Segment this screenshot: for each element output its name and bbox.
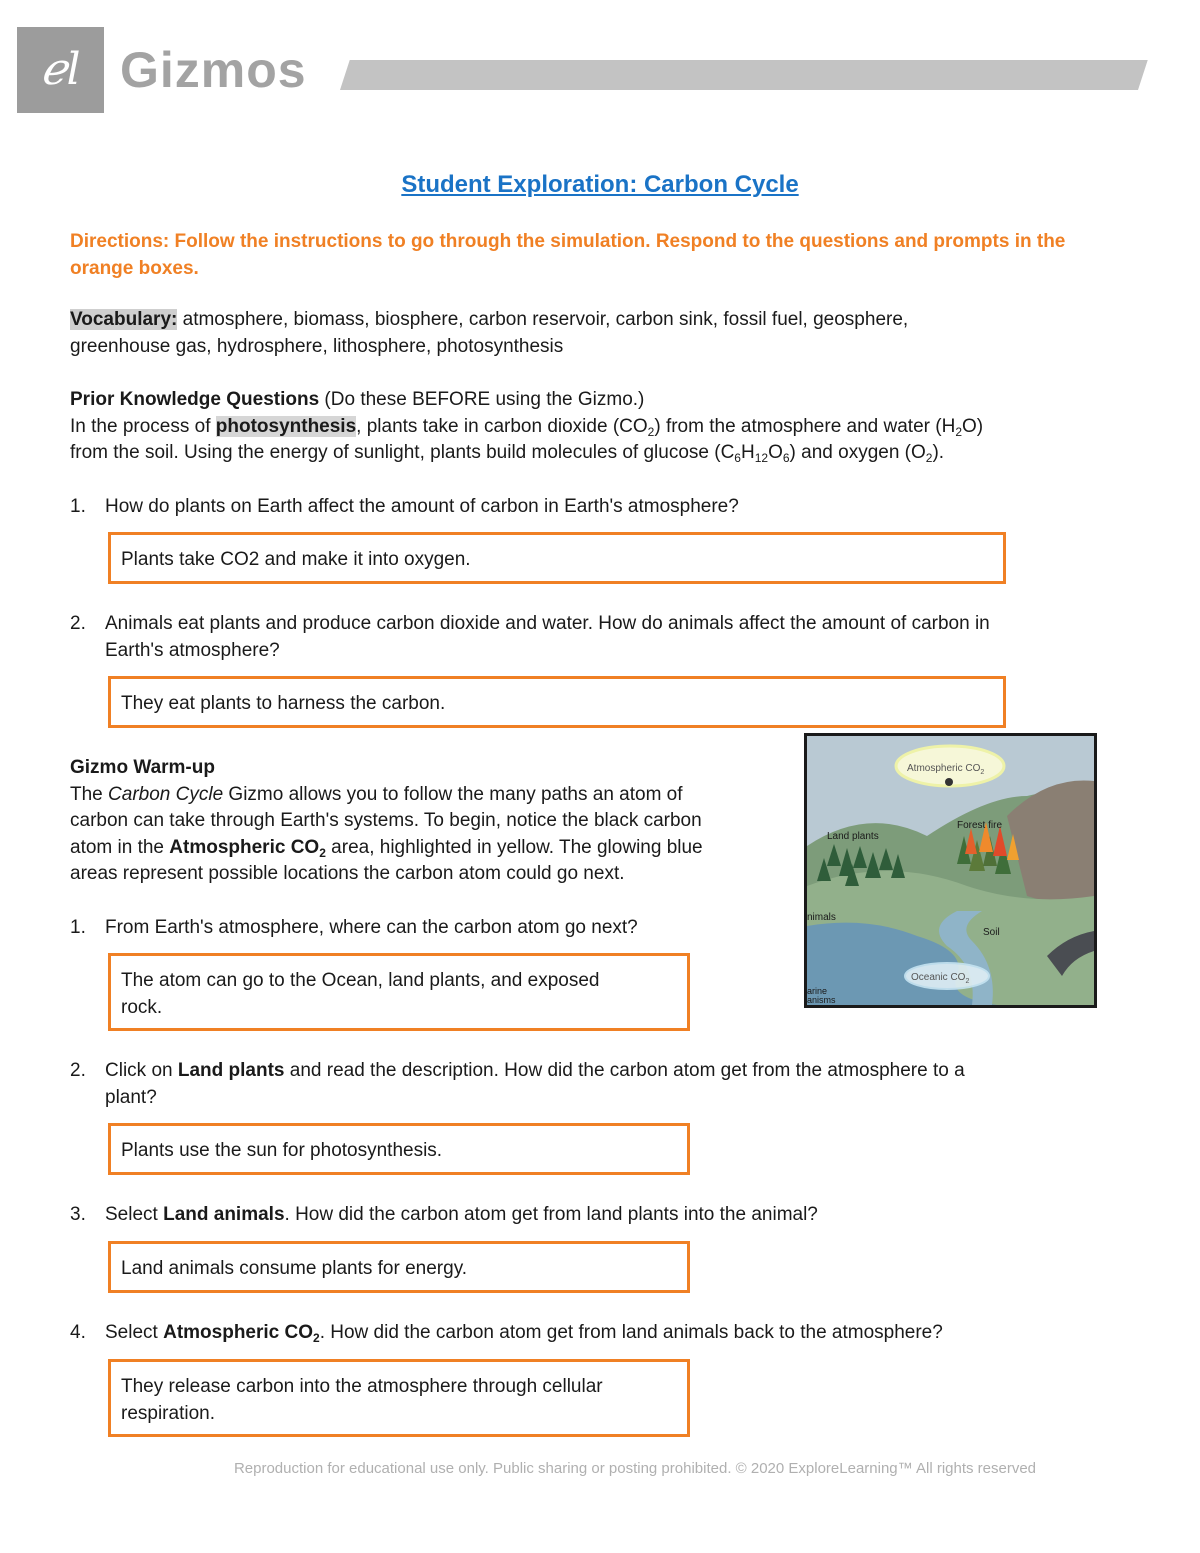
wu-question-4-number: 4. [70, 1322, 86, 1343]
scene-label-animals: nimals [807, 912, 836, 923]
wu-answer-4-line1: They release carbon into the atmosphere through cellular [121, 1376, 603, 1397]
wu-question-2-text: Click on Land plants and read the description. How did the carbon atom get from the atmosphere to a plant? [105, 1060, 965, 1108]
gizmos-logo-icon: ℯl [40, 44, 81, 95]
wu-question-2-number: 2. [70, 1060, 86, 1081]
header-banner-bar [340, 60, 1148, 90]
scene-label-land-plants: Land plants [827, 831, 879, 842]
wu-answer-1-line1: The atom can go to the Ocean, land plants, and exposed [121, 970, 600, 991]
scene-label-marine-1: arine [807, 986, 828, 996]
wu-question-4-text: Select Atmospheric $CO_2$. How did the carbon atom get from land animals back to the atmosphere? [105, 1322, 943, 1345]
pk-question-2-number: 2. [70, 613, 86, 634]
wu-answer-2: Plants use the sun for photosynthesis. [121, 1140, 443, 1161]
brand-name: Gizmos [120, 42, 307, 98]
vocabulary-terms-line1: atmosphere, biomass, biosphere, carbon reservoir, carbon sink, fossil fuel, geosphere, [177, 309, 909, 330]
vocabulary-label: Vocabulary: [70, 309, 178, 330]
wu-answer-3-box[interactable] [108, 1241, 690, 1293]
warmup-section [70, 755, 800, 888]
scene-label-oceanic: Oceanic $CO_2$ [911, 972, 970, 985]
prior-knowledge-intro-line2: from the soil. Using the energy of sunlight, plants build molecules of glucose $(C_6H_{12}O_6)$ and oxygen $(O_2)$. [70, 442, 945, 466]
pk-question-2-text: Animals eat plants and produce carbon dioxide and water. How do animals affect the amount of carbon in Earth's atmosphere? [105, 613, 990, 661]
carbon-cycle-gizmo-image [804, 733, 1097, 1008]
vocabulary [70, 307, 1130, 360]
warmup-intro-line3: atom in the Atmospheric $CO_2$ area, highlighted in yellow. The glowing blue [70, 836, 703, 860]
scene-label-soil: Soil [983, 927, 1000, 938]
wu-question-3-number: 3. [70, 1204, 86, 1225]
pk-question-1-text: How do plants on Earth affect the amount of carbon in Earth's atmosphere? [105, 496, 739, 517]
wu-answer-1-box[interactable] [108, 953, 690, 1031]
prior-knowledge-heading: Prior Knowledge Questions [70, 389, 320, 410]
wu-answer-4-box[interactable] [108, 1359, 690, 1437]
prior-knowledge-section [70, 387, 1130, 467]
prior-knowledge-intro-line1: In the process of photosynthesis, plants take in carbon dioxide $(CO_2)$ from the atmosphere and water $(H_2O)$ [70, 415, 984, 439]
wu-question-3-text: Select Land animals. How did the carbon atom get from land plants into the animal? [105, 1204, 818, 1225]
directions: Directions: Follow the instructions to go through the simulation. Respond to the questions and prompts in the orange boxes. [70, 231, 1066, 279]
wu-question-1-text: From Earth's atmosphere, where can the carbon atom go next? [105, 917, 638, 938]
carbon-atom-icon [945, 778, 953, 786]
warmup-heading: Gizmo Warm-up [70, 757, 215, 778]
scene-label-forest-fire: Forest fire [957, 820, 1003, 831]
warmup-intro-line1: The Carbon Cycle Gizmo allows you to follow the many paths an atom of [70, 783, 683, 805]
warmup-intro-line4: areas represent possible locations the carbon atom could go next. [70, 863, 625, 885]
pk-answer-1-box[interactable] [108, 532, 1006, 584]
wu-question-1-number: 1. [70, 917, 86, 938]
pk-question-1-number: 1. [70, 496, 86, 517]
wu-answer-4-line2: respiration. [121, 1402, 215, 1424]
pk-answer-1: Plants take CO2 and make it into oxygen. [121, 549, 471, 570]
footer-copyright: Reproduction for educational use only. Public sharing or posting prohibited. © 2020 ExploreLearning™ All rights reserved [233, 1460, 1037, 1477]
wu-answer-3: Land animals consume plants for energy. [121, 1258, 468, 1279]
wu-answer-2-box[interactable] [108, 1123, 690, 1175]
pk-answer-2-box[interactable] [108, 676, 1006, 728]
pk-answer-2: They eat plants to harness the carbon. [121, 693, 446, 714]
prior-knowledge-note: (Do these BEFORE using the Gizmo.) [319, 389, 645, 410]
wu-answer-1-line2: rock. [121, 996, 163, 1018]
photosynthesis-keyword: photosynthesis [215, 415, 357, 437]
vocabulary-terms-line2: greenhouse gas, hydrosphere, lithosphere, photosynthesis [70, 335, 564, 357]
warmup-intro-line2: carbon can take through Earth's systems. To begin, notice the black carbon [70, 810, 702, 832]
page-title: Student Exploration: Carbon Cycle [401, 171, 799, 198]
scene-label-marine-2: anisms [807, 995, 836, 1005]
scene-label-atmospheric: Atmospheric $CO_2$ [907, 763, 985, 776]
